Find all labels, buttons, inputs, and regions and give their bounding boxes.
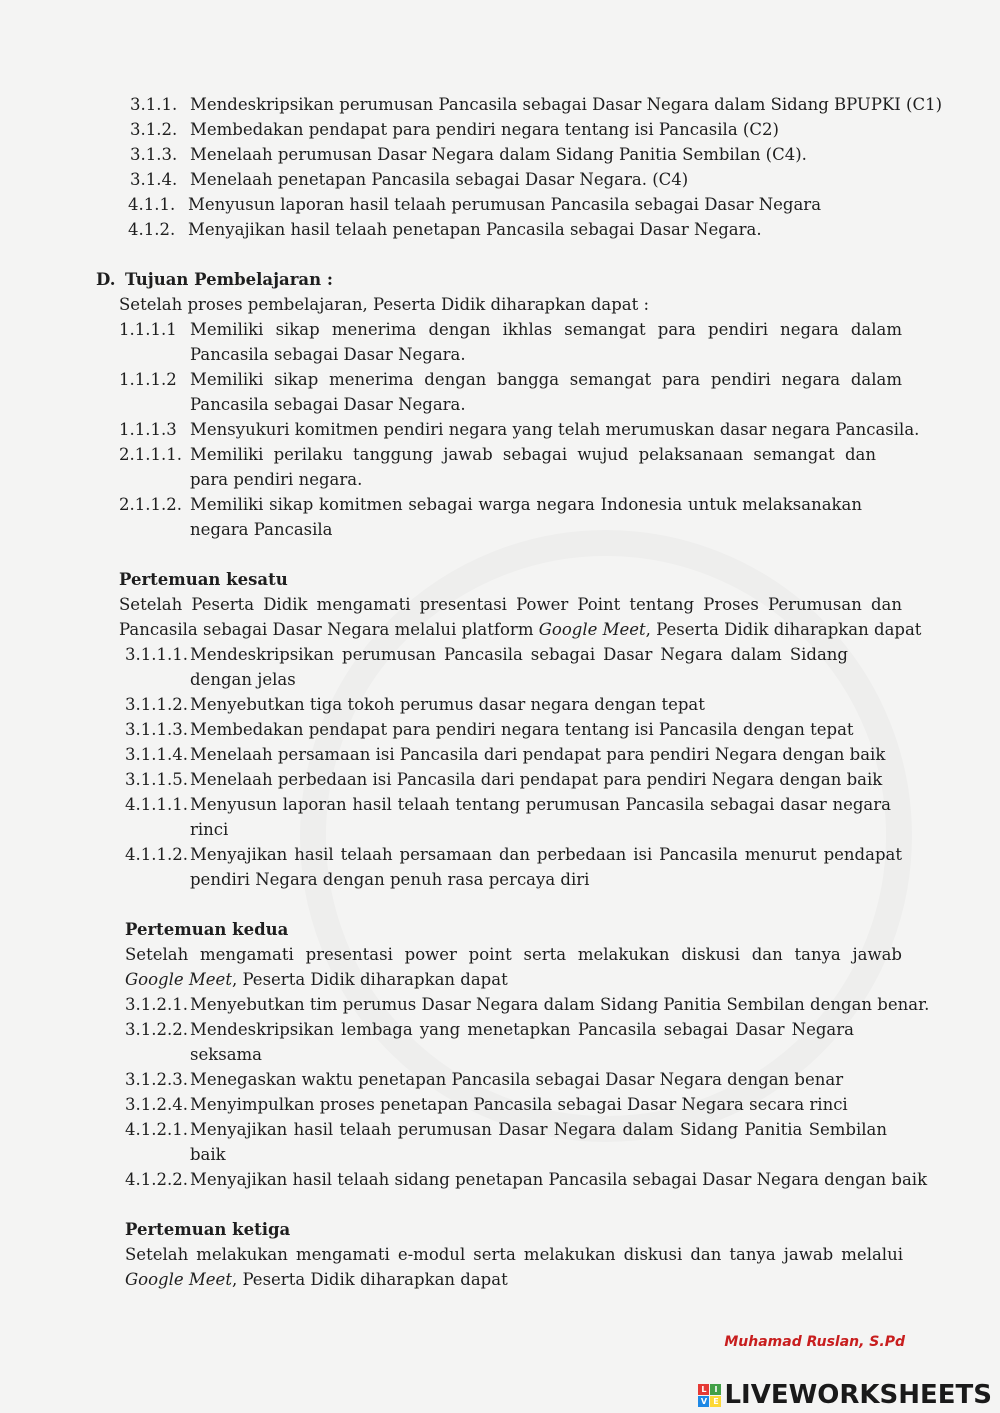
objective-item: 3.1.2.2. Mendeskripsikan lembaga yang menetapkan Pancasila sebagai Dasar Negara [125,1020,854,1039]
objective-item: 3.1.1.1. Mendeskripsikan perumusan Pancasila sebagai Dasar Negara dalam Sidang [125,645,848,664]
liveworksheets-brand-text: LIVEWORKSHEETS [724,1380,992,1410]
objective-item: 3.1.1.2. Menyebutkan tiga tokoh perumus dasar negara dengan tepat [125,695,705,714]
objective-item: 3.1.2.4. Menyimpulkan proses penetapan Pancasila sebagai Dasar Negara secara rinci [125,1095,848,1114]
goal-item-continuation: Pancasila sebagai Dasar Negara. [190,395,466,414]
logo-letter: V [698,1396,709,1407]
meeting-2-intro: Setelah mengamati presentasi power point serta melakukan diskusi dan tanya jawab [125,945,902,964]
goal-item: 1.1.1.3 Mensyukuri komitmen pendiri negara yang telah merumuskan dasar negara Pancasila. [119,420,920,439]
indicator-item: 4.1.2. Menyajikan hasil telaah penetapan Pancasila sebagai Dasar Negara. [128,220,762,239]
logo-letter: I [710,1384,721,1395]
objective-item: 4.1.2.2. Menyajikan hasil telaah sidang penetapan Pancasila sebagai Dasar Negara dengan baik [125,1170,928,1189]
objective-item-continuation: seksama [190,1045,263,1064]
objective-item: 3.1.1.3. Membedakan pendapat para pendiri negara tentang isi Pancasila dengan tepat [125,720,854,739]
document-body [0,92,1000,1292]
objective-item: 3.1.2.3. Menegaskan waktu penetapan Pancasila sebagai Dasar Negara dengan benar [125,1070,844,1089]
goal-item: 1.1.1.1 Memiliki sikap menerima dengan ikhlas semangat para pendiri negara dalam [119,320,902,339]
objective-item-continuation: pendiri Negara dengan penuh rasa percaya diri [190,870,590,889]
meeting-2-title: Pertemuan kedua [125,920,289,939]
meeting-1-title: Pertemuan kesatu [119,570,288,589]
goal-item-continuation: Pancasila sebagai Dasar Negara. [190,345,466,364]
goal-item: 2.1.1.1. Memiliki perilaku tanggung jawab sebagai wujud pelaksanaan semangat dan [119,445,876,464]
indicator-item: 3.1.1. Mendeskripsikan perumusan Pancasila sebagai Dasar Negara dalam Sidang BPUPKI (C1) [130,95,943,114]
indicator-item: 4.1.1. Menyusun laporan hasil telaah perumusan Pancasila sebagai Dasar Negara [128,195,822,214]
meeting-3-intro: Setelah melakukan mengamati e-modul serta melakukan diskusi dan tanya jawab melalui [125,1245,903,1264]
liveworksheets-logo[interactable] [698,1380,992,1410]
objective-item-continuation: dengan jelas [190,670,296,689]
goal-item: 2.1.1.2. Memiliki sikap komitmen sebagai warga negara Indonesia untuk melaksanakan [119,495,862,514]
liveworksheets-logo-icon [698,1384,721,1407]
section-d-heading: D. Tujuan Pembelajaran : [96,270,333,289]
objective-item-continuation: baik [190,1145,226,1164]
author-signature: Muhamad Ruslan, S.Pd [724,1334,905,1350]
objective-item: 4.1.2.1. Menyajikan hasil telaah perumusan Dasar Negara dalam Sidang Panitia Sembilan [125,1120,887,1139]
meeting-2-intro-continuation: Google Meet, Peserta Didik diharapkan dapat [125,970,508,989]
objective-item: 4.1.1.2. Menyajikan hasil telaah persamaan dan perbedaan isi Pancasila menurut pendapat [125,845,902,864]
goal-item-continuation: negara Pancasila [190,520,333,539]
objective-item: 3.1.1.5. Menelaah perbedaan isi Pancasila dari pendapat para pendiri Negara dengan baik [125,770,883,789]
objective-item: 3.1.1.4. Menelaah persamaan isi Pancasila dari pendapat para pendiri Negara dengan baik [125,745,886,764]
objective-item-continuation: rinci [190,820,229,839]
goal-item: 1.1.1.2 Memiliki sikap menerima dengan bangga semangat para pendiri negara dalam [119,370,902,389]
logo-letter: L [698,1384,709,1395]
meeting-1-intro: Setelah Peserta Didik mengamati presentasi Power Point tentang Proses Perumusan dan [119,595,902,614]
goal-item-continuation: para pendiri negara. [190,470,363,489]
objective-item: 3.1.2.1. Menyebutkan tim perumus Dasar Negara dalam Sidang Panitia Sembilan dengan benar. [125,995,930,1014]
indicator-item: 3.1.4. Menelaah penetapan Pancasila sebagai Dasar Negara. (C4) [130,170,689,189]
indicator-item: 3.1.3. Menelaah perumusan Dasar Negara dalam Sidang Panitia Sembilan (C4). [130,145,807,164]
indicator-item: 3.1.2. Membedakan pendapat para pendiri negara tentang isi Pancasila (C2) [130,120,779,139]
objective-item: 4.1.1.1. Menyusun laporan hasil telaah tentang perumusan Pancasila sebagai dasar negara [125,795,891,814]
logo-letter: E [710,1396,721,1407]
meeting-1-intro-continuation: Pancasila sebagai Dasar Negara melalui platform Google Meet, Peserta Didik diharapkan dapat [119,620,922,639]
meeting-3-intro-continuation: Google Meet, Peserta Didik diharapkan dapat [125,1270,508,1289]
section-d-intro: Setelah proses pembelajaran, Peserta Didik diharapkan dapat : [119,295,650,314]
meeting-3-title: Pertemuan ketiga [125,1220,291,1239]
